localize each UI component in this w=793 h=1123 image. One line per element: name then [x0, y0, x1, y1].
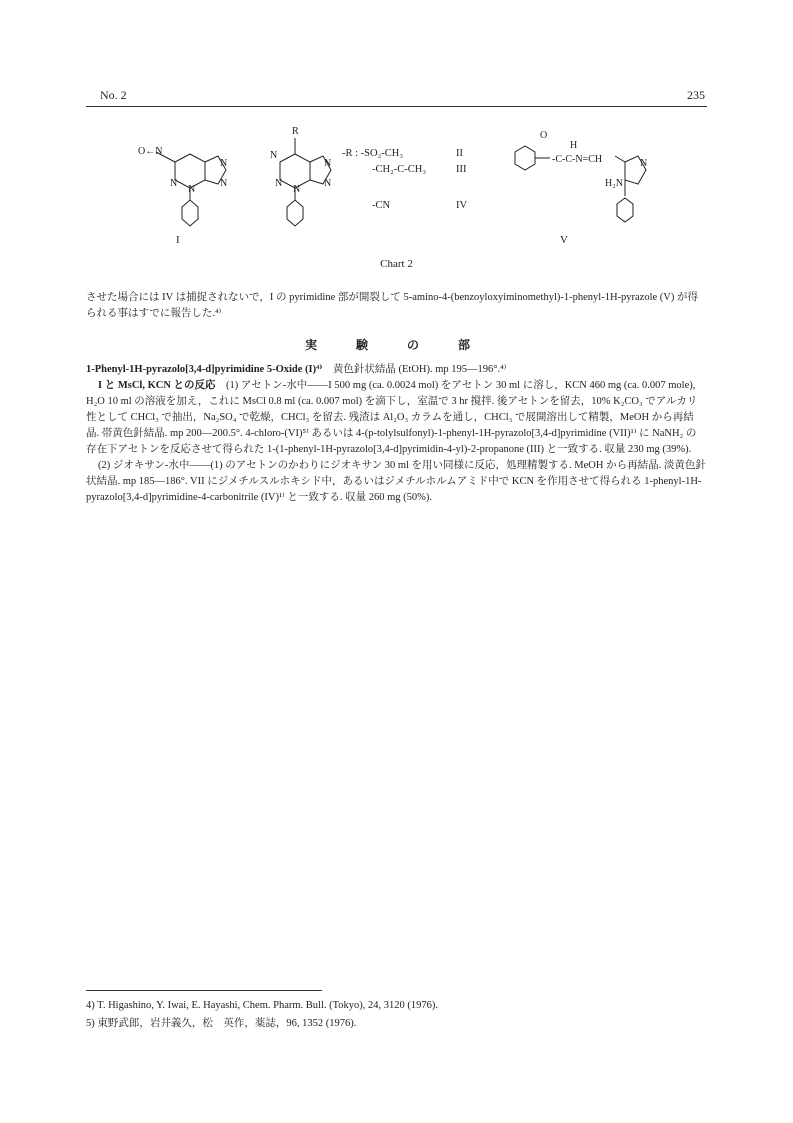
experimental-block: [86, 362, 706, 506]
r-def-ii: -R : -SO₂-CH₃: [342, 148, 403, 159]
exp-compound-i-text: 黄色針状結晶 (EtOH). mp 195—196°.⁴⁾: [322, 364, 507, 375]
svg-text:O←N: O←N: [138, 146, 163, 157]
svg-text:N: N: [220, 178, 228, 189]
svg-text:H₂N: H₂N: [605, 178, 623, 189]
running-header-issue: No. 2: [100, 88, 127, 102]
structure-drawing: [120, 122, 680, 252]
r-def-iii: -CH₂-C-CH₃: [372, 164, 426, 175]
svg-text:H: H: [570, 140, 578, 151]
section-title: 実 験 の 部: [304, 338, 488, 352]
exp-compound-i: [86, 362, 706, 378]
figure-caption: Chart 2: [380, 258, 413, 270]
r-def-iv: -CN: [372, 200, 391, 211]
svg-text:N: N: [188, 184, 196, 195]
svg-text:N: N: [220, 158, 228, 169]
svg-text:O: O: [540, 130, 548, 141]
exp-reaction-1-text: (1) アセトン-水中——I 500 mg (ca. 0.0024 mol) をアセトン 30 ml に溶し，KCN 460 mg (ca. 0.007 mole), H₂O 10 ml の溶液を加え，これに MsCl 0.8 ml (ca. 0.007 mol) を滴下し，室温で 3 hr 撹拌. 後アセトンを留去，10% K₂CO₃ でアルカリ性として CHCl₃ で抽出，Na₂SO₄ で乾燥，CHCl₃ を留去. 残渣は Al₂O₃ カラムを通し，CHCl₃ で展開溶出して精製，MeOH から再結晶. 帯黄色針結晶. mp 200—200.5°. 4-chloro-(VI)⁵⁾ あるいは 4-(p-tolylsulfonyl)-1-phenyl-1H-pyrazolo[3,4-d]pyrimidine (VII)¹⁾ に NaNH₂ の存在下アセトンを反応させて得られた 1-(1-phenyl-1H-pyrazolo[3,4-d]pyrimidin-4-yl)-2-propanone (III) と一致する. 収量 230 mg (39%).: [86, 380, 698, 455]
footnote-rule: [86, 990, 322, 991]
chart-2-structures: [120, 122, 680, 252]
svg-text:-C-C-N=CH: -C-C-N=CH: [552, 154, 603, 165]
svg-text:N: N: [324, 178, 332, 189]
header-rule: [86, 106, 707, 107]
compound-label-v: V: [560, 234, 568, 246]
footnote-4: 4) T. Higashino, Y. Iwai, E. Hayashi, Chem. Pharm. Bull. (Tokyo), 24, 3120 (1976).: [86, 1000, 439, 1011]
exp-compound-i-title: 1-Phenyl-1H-pyrazolo[3,4-d]pyrimidine 5-Oxide (I)⁴⁾: [86, 364, 323, 375]
r-def-iii-num: III: [456, 164, 467, 175]
exp-reaction-2: [86, 458, 706, 506]
page-number: 235: [687, 88, 705, 102]
svg-text:N: N: [640, 158, 648, 169]
r-def-ii-num: II: [456, 148, 463, 159]
svg-text:N: N: [275, 178, 283, 189]
svg-text:N: N: [293, 184, 301, 195]
r-def-iv-num: IV: [456, 200, 468, 211]
svg-text:N: N: [270, 150, 278, 161]
compound-label-i: I: [176, 234, 180, 246]
exp-reaction-2-text: (2) ジオキサン-水中——(1) のアセトンのかわりにジオキサン 30 ml を用い同様に反応，処理精製する. MeOH から再結晶. 淡黄色針状結晶. mp 185—186°. VII にジメチルスルホキシド中，あるいはジメチルホルムアミド中で KCN を作用させて得られる 1-phenyl-1H-pyrazolo[3,4-d]pyrimidine-4-carbonitrile (IV)¹⁾ と一致する. 収量 260 mg (50%).: [86, 460, 706, 503]
footnote-5: 5) 東野武郎，岩井義久，松 英作，薬誌，96, 1352 (1976).: [86, 1018, 357, 1029]
svg-text:N: N: [170, 178, 178, 189]
svg-text:N: N: [324, 158, 332, 169]
r-label: R: [292, 126, 299, 137]
intro-paragraph: させた場合には IV は捕捉されないで，I の pyrimidine 部が開裂して 5-amino-4-(benzoyloxyiminomethyl)-1-phenyl-1H-pyrazole (V) が得られる事はすでに報告した.⁴⁾: [86, 292, 698, 319]
exp-reaction-1: [86, 378, 706, 458]
exp-reaction-title: I と MsCl, KCN との反応: [98, 380, 216, 391]
